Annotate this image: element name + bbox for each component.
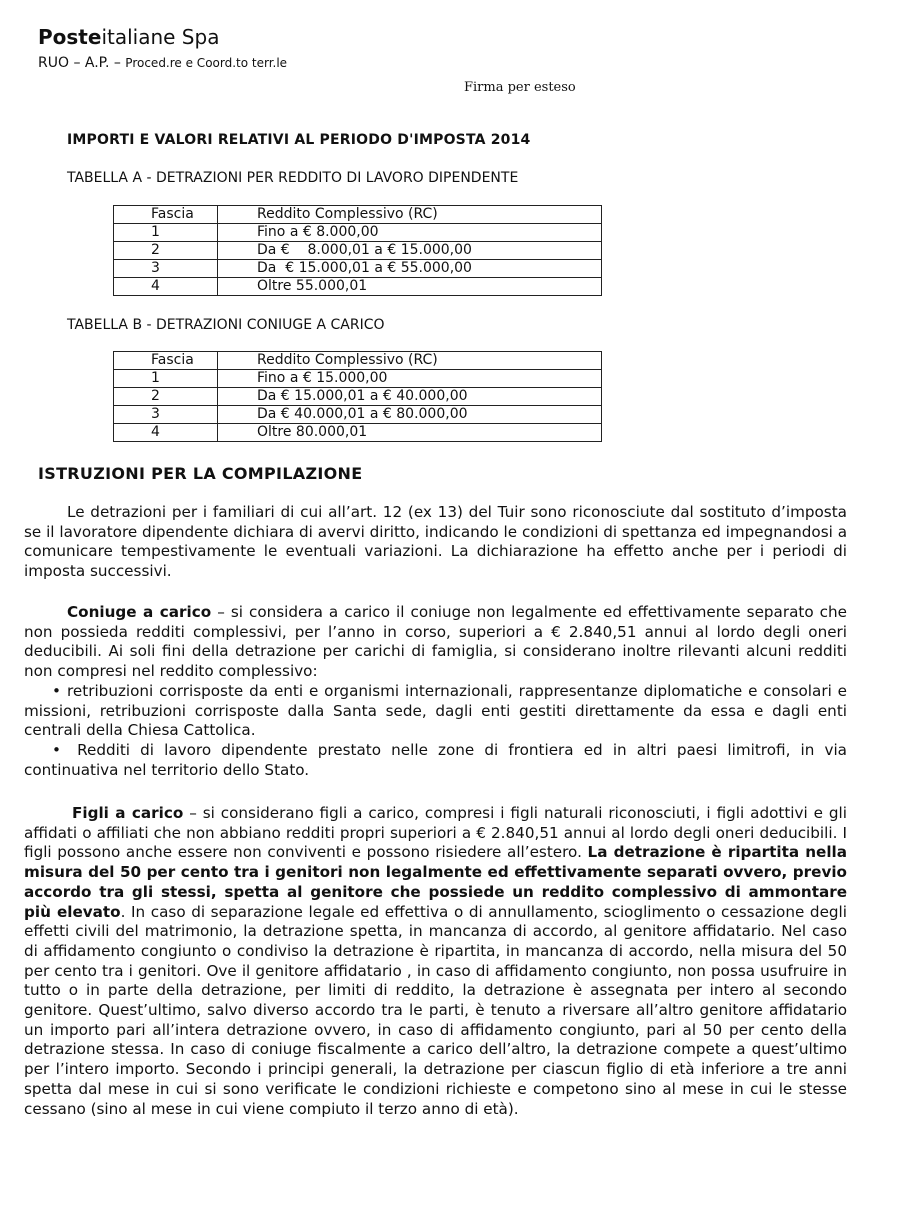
coniuge-bullet-2: Redditi di lavoro dipendente prestato nelle zone di frontiera ed in altri paesi limitrofi, in via continuativa nel territorio dello Stato. [24, 740, 847, 779]
table-b-title: TABELLA B - DETRAZIONI CONIUGE A CARICO [67, 317, 385, 333]
coniuge-paragraph [24, 603, 847, 780]
cell-fascia: 4 [114, 424, 218, 442]
bullet-icon: • [52, 681, 61, 700]
figli-paragraph [24, 804, 847, 1119]
cell-reddito: Da € 40.000,01 a € 80.000,00 [218, 406, 602, 424]
header-reddito: Reddito Complessivo (RC) [218, 206, 602, 224]
brand-bold: Poste [38, 25, 102, 49]
header-fascia: Fascia [114, 206, 218, 224]
cell-fascia: 3 [114, 260, 218, 278]
figli-label: Figli a carico [72, 804, 184, 822]
cell-fascia: 2 [114, 242, 218, 260]
cell-reddito: Fino a € 8.000,00 [218, 224, 602, 242]
cell-fascia: 1 [114, 370, 218, 388]
cell-fascia: 3 [114, 406, 218, 424]
cell-fascia: 1 [114, 224, 218, 242]
table-header-row [114, 352, 602, 370]
cell-reddito: Da € 15.000,01 a € 55.000,00 [218, 260, 602, 278]
header-reddito: Reddito Complessivo (RC) [218, 352, 602, 370]
cell-fascia: 2 [114, 388, 218, 406]
table-row [114, 424, 602, 442]
table-row [114, 224, 602, 242]
department-line [38, 52, 287, 74]
table-row [114, 278, 602, 296]
table-row [114, 242, 602, 260]
figli-bold-text: La detrazione è ripartita nella misura del 50 per cento tra i genitori non legalmente ed effettivamente separati ovvero, previo accordo tra gli stessi, spetta al genitore che possiede un reddito complessivo di ammontare più elevato [24, 843, 847, 921]
table-row [114, 388, 602, 406]
intro-paragraph [24, 503, 847, 582]
cell-reddito: Fino a € 15.000,00 [218, 370, 602, 388]
intro-text: Le detrazioni per i familiari di cui all’art. 12 (ex 13) del Tuir sono riconosciute dal sostituto d’imposta se il lavoratore dipendente dichiara di avervi diritto, indicando le condizioni di spettanza ed impegnandosi a comunicare tempestivamente le eventuali variazioni. La dichiarazione ha effetto anche per i periodi di imposta successivi. [24, 503, 847, 581]
instructions-heading: ISTRUZIONI PER LA COMPILAZIONE [38, 464, 363, 483]
table-b [113, 351, 602, 442]
figli-text-2: . In caso di separazione legale ed effettiva o di annullamento, scioglimento o cessazione degli effetti civili del matrimonio, la detrazione spetta, in mancanza di accordo, al genitore affidatario. Nel caso di affidamento congiunto o condiviso la detrazione è ripartita, in mancanza di accordo, nella misura del 50 per cento tra i genitori. Ove il genitore affidatario , in caso di affidamento congiunto, non possa usufruire in tutto o in parte della detrazione, per limiti di reddito, la detrazione è assegnata per intero al secondo genitore. Quest’ultimo, salvo diverso accordo tra le parti, è tenuto a riversare all’altro genitore affidatario un importo pari all’intera detrazione ovvero, in caso di affidamento congiunto, pari al 50 per cento della detrazione stessa. In caso di coniuge fiscalmente a carico dell’altro, la detrazione compete a quest’ultimo per l’intero importo. Secondo i principi generali, la detrazione per ciascun figlio di età inferiore a tre anni spetta dal mese in cui si sono verificate le condizioni richieste e competono sino al mese in cui le stesse cessano (sino al mese in cui viene compiuto il terzo anno di età). [24, 902, 847, 1118]
cell-reddito: Da € 15.000,01 a € 40.000,00 [218, 388, 602, 406]
table-a-title: TABELLA A - DETRAZIONI PER REDDITO DI LAVORO DIPENDENTE [67, 170, 519, 186]
cell-reddito: Da € 8.000,01 a € 15.000,00 [218, 242, 602, 260]
letterhead [38, 24, 287, 74]
page-title: IMPORTI E VALORI RELATIVI AL PERIODO D'IMPOSTA 2014 [67, 132, 531, 148]
coniuge-bullet-1: retribuzioni corrisposte da enti e organismi internazionali, rappresentanze diplomatiche e consolari e missioni, retribuzioni corrisposte dalla Santa sede, dagli enti gestiti direttamente da essa e dagli enti centrali della Chiesa Cattolica. [24, 681, 847, 740]
table-row [114, 406, 602, 424]
cell-reddito: Oltre 55.000,01 [218, 278, 602, 296]
bullet-icon: • [52, 740, 61, 759]
table-header-row [114, 206, 602, 224]
coniuge-text: – si considera a carico il coniuge non legalmente ed effettivamente separato che non possieda redditi complessivi, per l’anno in corso, superiori a € 2.840,51 annui al lordo degli oneri deducibili. Ai soli fini della detrazione per carichi di famiglia, si considerano inoltre rilevanti alcuni redditi non compresi nel reddito complessivo: [24, 603, 847, 681]
company-name [38, 24, 287, 50]
coniuge-label: Coniuge a carico [67, 603, 212, 621]
cell-reddito: Oltre 80.000,01 [218, 424, 602, 442]
department: RUO – A.P. – [38, 55, 121, 71]
department-detail: Proced.re e Coord.to terr.le [125, 56, 288, 70]
figli-text-1: – si considerano figli a carico, compresi i figli naturali riconosciuti, i figli adottivi e gli affidati o affiliati che non abbiano redditi propri superiori a € 2.840,51 annui al lordo degli oneri deducibili. I figli possono anche essere non conviventi e possono risiedere all’estero. [24, 804, 847, 862]
table-a [113, 205, 602, 296]
header-fascia: Fascia [114, 352, 218, 370]
cell-fascia: 4 [114, 278, 218, 296]
table-row [114, 260, 602, 278]
brand-rest: italiane Spa [101, 25, 220, 49]
table-row [114, 370, 602, 388]
signature-label: Firma per esteso [464, 80, 576, 95]
